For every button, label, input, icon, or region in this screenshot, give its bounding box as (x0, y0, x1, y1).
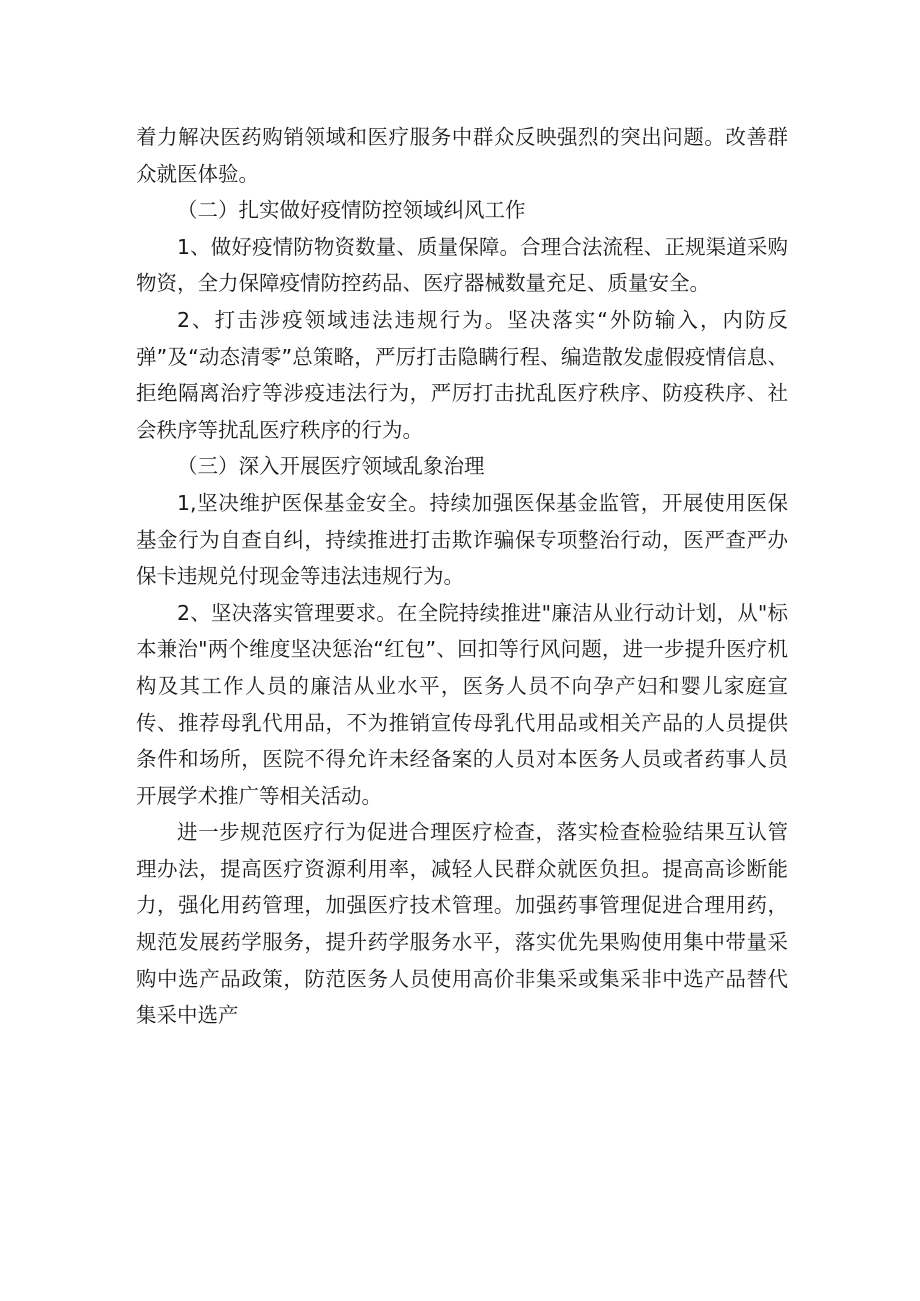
paragraph-item-3-1: 1,坚决维护医保基金安全。持续加强医保基金监管，开展使用医保基金行为自查自纠，持续推进打击欺诈骗保专项整治行动，医严查严办保卡违规兑付现金等违法违规行为。 (136, 490, 788, 589)
paragraph-item-2-1: 1、做好疫情防物资数量、质量保障。合理合法流程、正规渠道采购物资，全力保障疫情防控药品、医疗器械数量充足、质量安全。 (136, 234, 788, 296)
section-heading-2: （二）扎实做好疫情防控领域纠风工作 (177, 198, 526, 223)
paragraph-item-3-2: 2、坚决落实管理要求。在全院持续推进"廉洁从业行动计划，从"标本兼治"两个维度坚决惩治“红包”、回扣等行风问题，进一步提升医疗机构及其工作人员的廉洁从业水平，医务人员不向孕产妇和婴儿家庭宣传、推荐母乳代用品，不为推销宣传母乳代用品或相关产品的人员提供条件和场所，医院不得允许未经备案的人员对本医务人员或者药事人员开展学术推广等相关活动。 (136, 600, 788, 808)
section-heading-3: （三）深入开展医疗领域乱象治理 (177, 454, 485, 479)
document-body (136, 119, 788, 1034)
paragraph-body: 进一步规范医疗行为促进合理医疗检查，落实检查检验结果互认管理办法，提高医疗资源利用率，减轻人民群众就医负担。提高高诊断能力，强化用药管理，加强医疗技术管理。加强药事管理促进合理用药，规范发展药学服务，提升药学服务水平，落实优先果购使用集中带量采购中选产品政策，防范医务人员使用高价非集采或集采非中选产品替代集采中选产 (136, 820, 788, 1028)
paragraph-item-2-2: 2、打击涉疫领域违法违规行为。坚决落实“外防输入，内防反弹”及“动态清零”总策略，严厉打击隐瞒行程、编造散发虚假疫情信息、拒绝隔离治疗等涉疫违法行为，严厉打击扰乱医疗秩序、防疫秩序、社会秩序等扰乱医疗秩序的行为。 (136, 307, 788, 442)
paragraph-continuation: 着力解决医药购销领域和医疗服务中群众反映强烈的突出问题。改善群众就医体验。 (136, 125, 788, 186)
